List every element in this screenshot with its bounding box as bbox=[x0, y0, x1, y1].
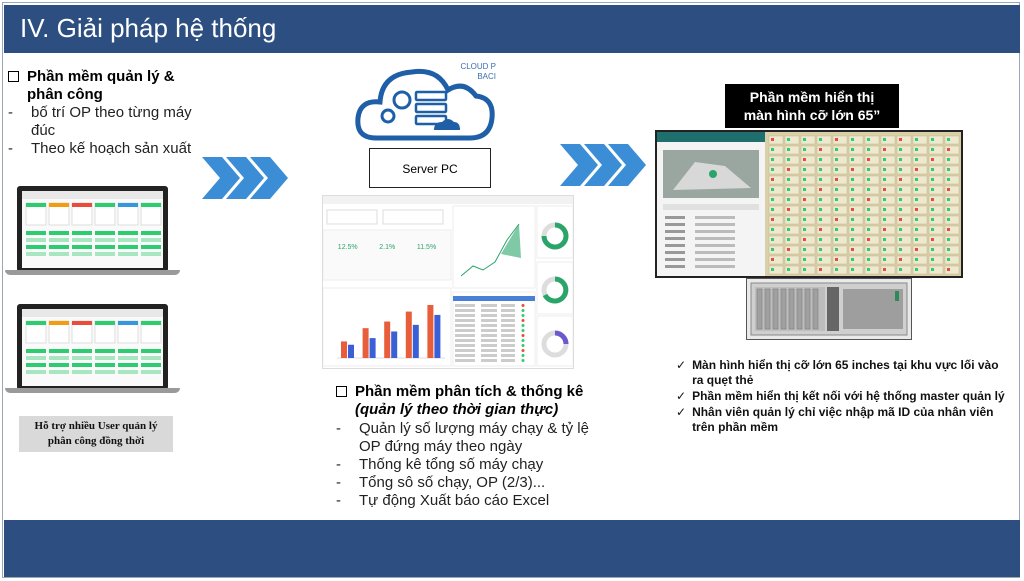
large-display-screen bbox=[655, 130, 963, 278]
flow-arrows-right-icon bbox=[558, 142, 648, 188]
display-feature-list bbox=[676, 358, 1012, 436]
large-display-screenshot bbox=[655, 130, 963, 278]
list-item: - Quản lý số lượng máy chạy & tỷ lệ bbox=[336, 420, 589, 437]
analytics-heading: Phần mềm phân tích & thống kê (quản lý theo thời gian thực) bbox=[336, 383, 626, 419]
bar-B-4 bbox=[413, 325, 419, 358]
slide-title: IV. Giải pháp hệ thống bbox=[20, 13, 277, 43]
bar-B-5 bbox=[434, 315, 440, 358]
bar-B-1 bbox=[348, 345, 354, 358]
list-item: OP đứng máy theo ngày bbox=[359, 438, 523, 455]
list-item: đúc bbox=[31, 122, 56, 139]
industrial-pc bbox=[746, 278, 912, 340]
laptop-base bbox=[5, 270, 180, 275]
checkbox-square-icon bbox=[8, 71, 19, 82]
checkmark-icon: ✓ bbox=[676, 358, 687, 372]
list-item: - Theo kế hoạch sản xuất bbox=[8, 140, 192, 157]
analytics-text-block bbox=[336, 383, 626, 510]
multi-user-caption: Hỗ trợ nhiều User quản lý phân công đồng thời bbox=[19, 416, 173, 452]
checkmark-icon: ✓ bbox=[676, 389, 687, 403]
assignment-dashboard-screenshot bbox=[22, 191, 163, 269]
bar-A-5 bbox=[427, 305, 433, 358]
kpi-value: 2.1% bbox=[379, 244, 396, 251]
laptop-1 bbox=[5, 186, 180, 276]
bar-A-3 bbox=[384, 322, 390, 358]
list-item: - Tự động Xuất báo cáo Excel bbox=[336, 492, 550, 509]
analytics-bullets bbox=[336, 420, 626, 510]
left-heading: Phần mềm quản lý & phân công bbox=[8, 68, 198, 104]
list-item: ✓ Nhân viên quản lý chỉ việc nhập mã ID của nhân viên trên phần mềm bbox=[676, 405, 994, 434]
laptop-screen bbox=[17, 186, 168, 272]
laptop-2 bbox=[5, 304, 180, 396]
list-item: ✓ Màn hình hiển thị cỡ lớn 65 inches tại khu vực lối vào ra quẹt thẻ bbox=[676, 358, 999, 387]
industrial-pc-image bbox=[747, 279, 911, 339]
server-pc-box: Server PC bbox=[369, 148, 491, 188]
kpi-value: 12.5% bbox=[337, 244, 358, 251]
analytics-dashboard-screenshot bbox=[323, 196, 573, 368]
bar-B-3 bbox=[391, 331, 397, 358]
kpi-row bbox=[327, 244, 447, 251]
bar-A-4 bbox=[406, 312, 412, 358]
analytics-dashboard bbox=[322, 195, 574, 369]
cloud-graphic bbox=[354, 60, 504, 150]
bar-A-2 bbox=[363, 328, 369, 358]
flow-arrows-left-icon bbox=[200, 155, 290, 201]
cloud-label: CLOUD P BACI bbox=[460, 62, 496, 81]
header-bar bbox=[4, 5, 1020, 53]
display-software-label: Phần mềm hiển thị màn hình cỡ lớn 65” bbox=[725, 84, 899, 128]
assignment-dashboard-screenshot bbox=[22, 309, 163, 387]
footer-bar bbox=[4, 520, 1020, 577]
kpi-value: 11.5% bbox=[416, 244, 437, 251]
laptop-screen bbox=[17, 304, 168, 390]
bar-A-1 bbox=[341, 341, 347, 358]
list-item: ✓ Phần mềm hiển thị kết nối với hệ thống master quản lý bbox=[676, 389, 1005, 403]
list-item: - Thống kê tổng số máy chạy bbox=[336, 456, 544, 473]
checkmark-icon: ✓ bbox=[676, 405, 687, 419]
left-text-block bbox=[8, 68, 198, 158]
list-item: - bố trí OP theo từng máy bbox=[8, 104, 192, 121]
left-bullets bbox=[8, 104, 198, 158]
checkbox-square-icon bbox=[336, 386, 347, 397]
laptop-base bbox=[5, 388, 180, 393]
list-item: - Tổng sô số chạy, OP (2/3)... bbox=[336, 474, 546, 491]
bar-B-2 bbox=[370, 338, 376, 358]
